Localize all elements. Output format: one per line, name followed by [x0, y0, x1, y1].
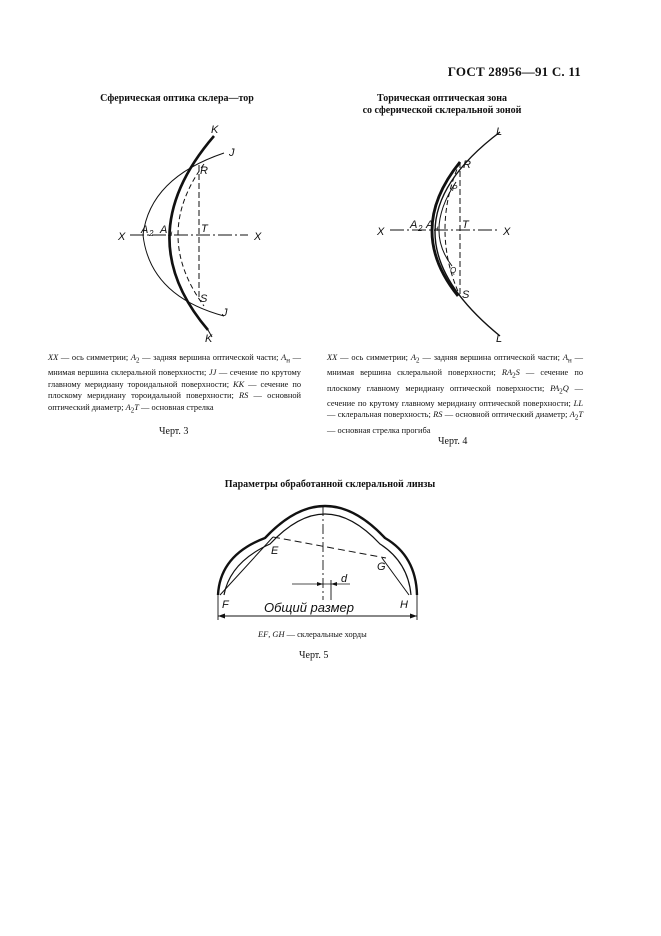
fig5-label-h: H: [400, 599, 408, 611]
fig3-label-k-top: K: [211, 124, 219, 136]
fig3-label-j-bottom: J: [222, 307, 228, 319]
fig3-label-s: S: [200, 293, 208, 305]
fig3-label: Черт. 3: [159, 426, 189, 437]
fig4-arc-pa2q: [439, 182, 456, 266]
fig3-label-t: T: [201, 223, 208, 235]
fig4-title-line2: со сферической склеральной зоной: [362, 105, 522, 116]
fig5-chord-gh: [382, 558, 409, 595]
fig4-diagram: [370, 118, 520, 350]
fig5-dashed-eg: [273, 537, 386, 558]
fig3-label-an: A: [160, 224, 168, 236]
fig5-label-f: F: [222, 599, 229, 611]
fig4-label-x-left: X: [377, 226, 385, 238]
fig4-title: [352, 93, 532, 117]
fig5-label-e: E: [271, 545, 279, 557]
fig4-label-l-top: L: [496, 126, 503, 138]
fig5-label-d: d: [341, 573, 348, 585]
fig5-outline-outer: [218, 506, 417, 595]
fig5-title: Параметры обработанной склеральной линзы: [224, 479, 436, 490]
fig5-label-g: G: [377, 561, 386, 573]
fig3-diagram: [108, 118, 278, 350]
fig3-label-k-bottom: K: [205, 333, 213, 345]
fig3-label-an-sub: н: [168, 229, 173, 238]
fig4-label-p: P: [452, 184, 458, 193]
fig5-label-overall: Общий размер: [264, 600, 355, 615]
fig3-caption: XX — ось симметрии; $A_2$ — задняя вершина оптической части; $A_н$ — мнимая вершина склеральной поверхности; JJ — сечение по крутому главному меридиану тороидальной поверхности; KK — сечение по плоскому меридиану тороидальной поверхности; RS — основной оптический диаметр; $A_2T$ — основная стрелка: [48, 353, 302, 415]
fig3-title: Сферическая оптика склера—тор: [100, 93, 254, 104]
page-header: ГОСТ 28956—91 С. 11: [447, 64, 581, 79]
fig4-label-a2: A: [410, 219, 418, 231]
fig4-title-line1: Торическая оптическая зона: [376, 93, 508, 104]
fig4-caption: XX — ось симметрии; $A_2$ — задняя вершина оптической части; $A_н$ — мнимая вершина склеральной поверхности; $RA_2S$ — сечение по плоскому главному меридиану оптической поверхности; $PA_2Q$ — сечение по крутому главному меридиану оптической поверхности; LL — склеральная поверхность; RS — основной оптический диаметр; $A_2T$ — основная стрелка прогиба: [327, 353, 584, 435]
fig4-label-an-sub: н: [434, 224, 439, 233]
fig3-label-r: R: [200, 165, 208, 177]
fig5-diagram: [210, 500, 430, 628]
fig3-label-x-left: X: [118, 231, 126, 243]
fig3-label-a2: A: [141, 224, 149, 236]
fig3-label-a2-sub: 2: [149, 229, 154, 238]
fig4-label-r: R: [463, 159, 471, 171]
fig4-label-q: Q: [450, 266, 457, 275]
fig4-label-t: T: [462, 219, 469, 231]
fig4-label: Черт. 4: [438, 436, 468, 447]
fig4-label-s: S: [462, 289, 470, 301]
fig4-label-a2-sub: 2: [418, 224, 423, 233]
fig3-label-x-right: X: [254, 231, 262, 243]
fig4-label-x-right: X: [503, 226, 511, 238]
fig3-label-j-top: J: [229, 147, 235, 159]
fig5-caption: EF, GH — склеральные хорды: [258, 630, 367, 639]
fig5-label: Черт. 5: [299, 650, 329, 661]
fig4-label-an: A: [426, 219, 434, 231]
fig4-label-l-bottom: L: [496, 333, 503, 345]
